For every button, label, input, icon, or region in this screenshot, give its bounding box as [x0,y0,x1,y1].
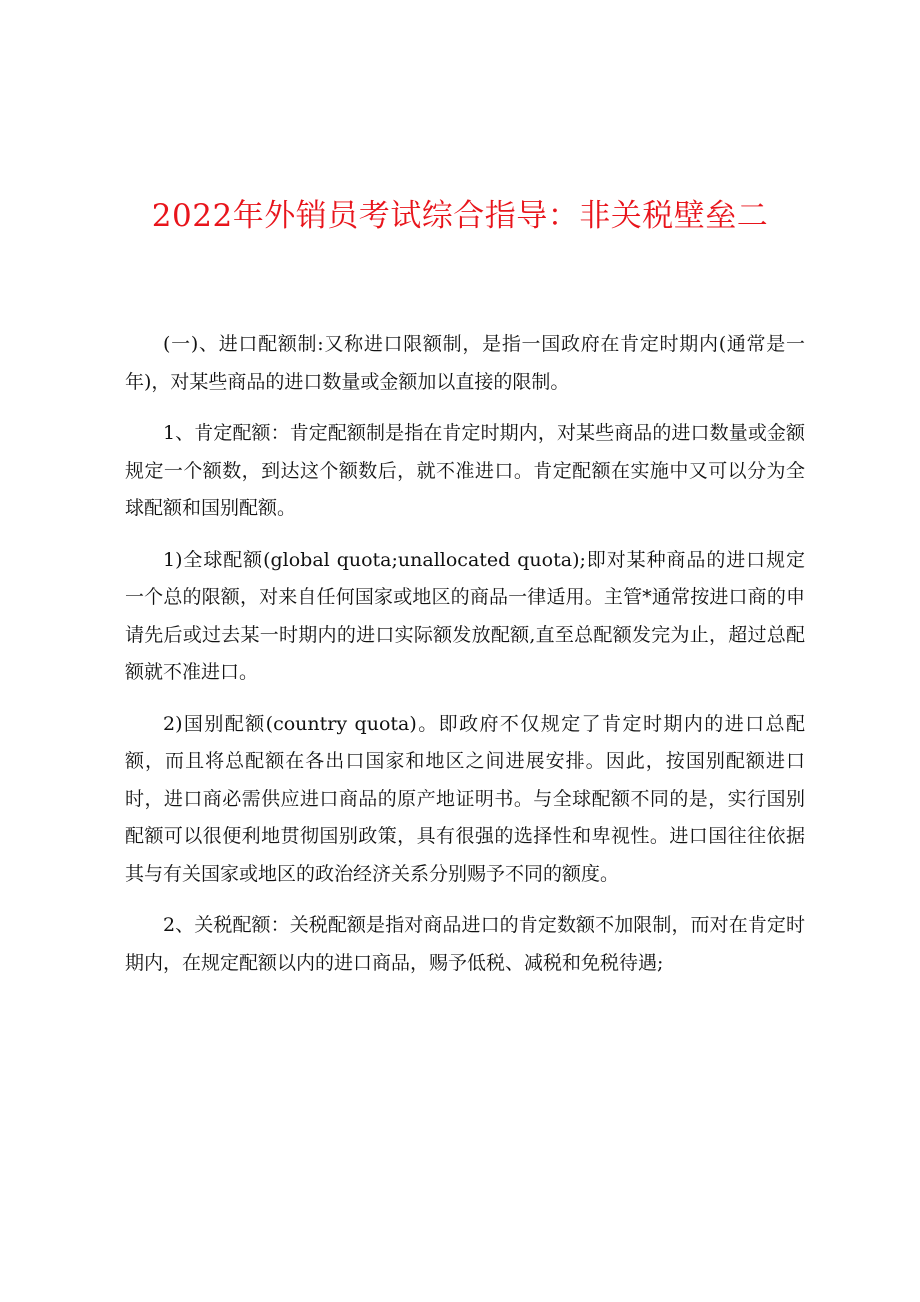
document-title: 2022年外销员考试综合指导：非关税壁垒二 [151,198,769,234]
paragraph-tariff-quota: 2、关税配额：关税配额是指对商品进口的肯定数额不加限制，而对在肯定时期内，在规定配额以内的进口商品，赐予低税、减税和免税待遇; [125,914,805,974]
paragraph-global-quota: 1)全球配额(global quota;unallocated quota);即对某种商品的进口规定一个总的限额，对来自任何国家或地区的商品一律适用。主管*通常按进口商的申请先后或过去某一时期内的进口实际额发放配额,直至总配额发完为止，超过总配额就不准进口。 [125,548,805,683]
document-body [125,326,805,996]
paragraph-country-quota: 2)国别配额(country quota)。即政府不仅规定了肯定时期内的进口总配额，而且将总配额在各出口国家和地区之间进展安排。因此，按国别配额进口时，进口商必需供应进口商品的原产地证明书。与全球配额不同的是，实行国别配额可以很便利地贯彻国别政策，具有很强的选择性和卑视性。进口国往往依据其与有关国家或地区的政治经济关系分别赐予不同的额度。 [125,712,805,885]
paragraph-import-quota-system: (一)、进口配额制:又称进口限额制，是指一国政府在肯定时期内(通常是一年)，对某些商品的进口数量或金额加以直接的限制。 [125,333,805,393]
paragraph-absolute-quota: 1、肯定配额：肯定配额制是指在肯定时期内，对某些商品的进口数量或金额规定一个额数，到达这个额数后，就不准进口。肯定配额在实施中又可以分为全球配额和国别配额。 [125,422,805,519]
